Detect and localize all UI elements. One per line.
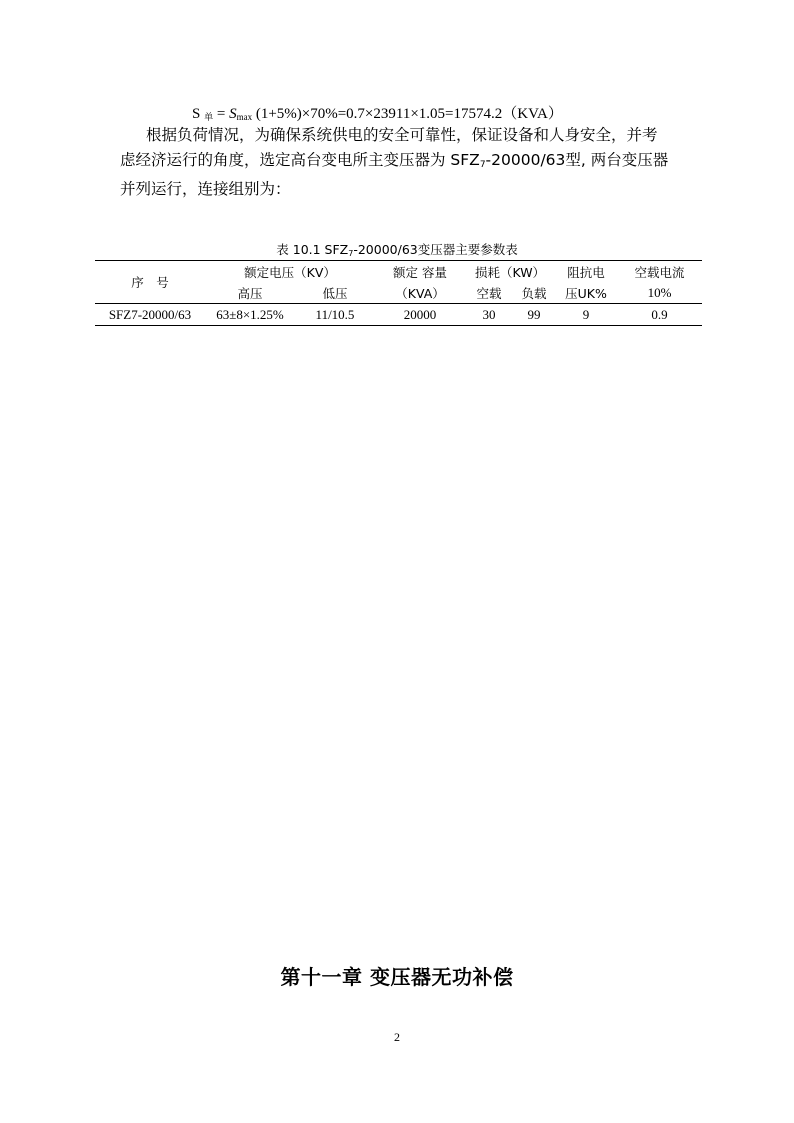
transformer-parameter-table bbox=[95, 260, 702, 326]
header-load-loss: 负载 bbox=[521, 285, 547, 301]
paragraph-line-2a: 虑经济运行的角度，选定高台变电所主变压器为 SFZ bbox=[120, 150, 480, 169]
header-seq: 序 号 bbox=[95, 261, 205, 304]
formula-rest: (1+5%)×70%=0.7×23911×1.05=17574.2（KVA） bbox=[252, 106, 563, 122]
cell-high-voltage: 63±8×1.25% bbox=[205, 304, 295, 326]
cell-noload-loss: 30 bbox=[465, 304, 513, 326]
header-rated-voltage: 额定电压（KV） bbox=[205, 261, 375, 283]
page-number: 2 bbox=[394, 1030, 400, 1044]
table-row bbox=[95, 304, 702, 326]
cell-load-loss: 99 bbox=[513, 304, 555, 326]
cell-low-voltage: 11/10.5 bbox=[295, 304, 375, 326]
formula-smax: S bbox=[229, 106, 237, 122]
header-capacity-unit: （KVA） bbox=[395, 285, 445, 301]
cell-model: SFZ7-20000/63 bbox=[95, 304, 205, 326]
header-low-voltage: 低压 bbox=[322, 285, 348, 301]
formula-smax-subscript: max bbox=[236, 112, 253, 122]
table-header-row-1 bbox=[95, 261, 702, 283]
cell-noload-current: 0.9 bbox=[617, 304, 702, 326]
header-rated-capacity: 额定 容量 bbox=[375, 261, 465, 283]
header-impedance: 阻抗电 bbox=[555, 261, 617, 283]
formula-s-subscript: 单 bbox=[204, 112, 214, 122]
table-caption: 表 10.1 $SFZ_7-20000/63$变压器主要参数表 bbox=[276, 242, 518, 258]
paragraph-line-2b: -20000/63型, 两台变压器 bbox=[485, 150, 669, 169]
formula-s: S bbox=[192, 106, 201, 122]
cell-capacity: 20000 bbox=[375, 304, 465, 326]
header-noload-current: 空载电流 bbox=[617, 261, 702, 283]
header-current-unit: 10% bbox=[647, 284, 672, 300]
selection-paragraph bbox=[120, 123, 680, 202]
header-noload-loss: 空载 bbox=[476, 285, 502, 301]
formula-equals: = bbox=[213, 106, 226, 122]
capacity-formula bbox=[192, 102, 563, 123]
header-high-voltage: 高压 bbox=[237, 285, 263, 301]
paragraph-line-1: 根据负荷情况，为确保系统供电的安全可靠性，保证设备和人身安全，并考 bbox=[146, 126, 658, 144]
header-impedance-uk: 压UK% bbox=[565, 285, 607, 301]
header-loss: 损耗（KW） bbox=[465, 261, 555, 283]
cell-uk: 9 bbox=[555, 304, 617, 326]
chapter-title: 第十一章 变压器无功补偿 bbox=[280, 965, 514, 989]
paragraph-line-3: 并列运行，连接组别为： bbox=[120, 180, 291, 198]
paragraph-subscript: 7 bbox=[479, 159, 486, 170]
